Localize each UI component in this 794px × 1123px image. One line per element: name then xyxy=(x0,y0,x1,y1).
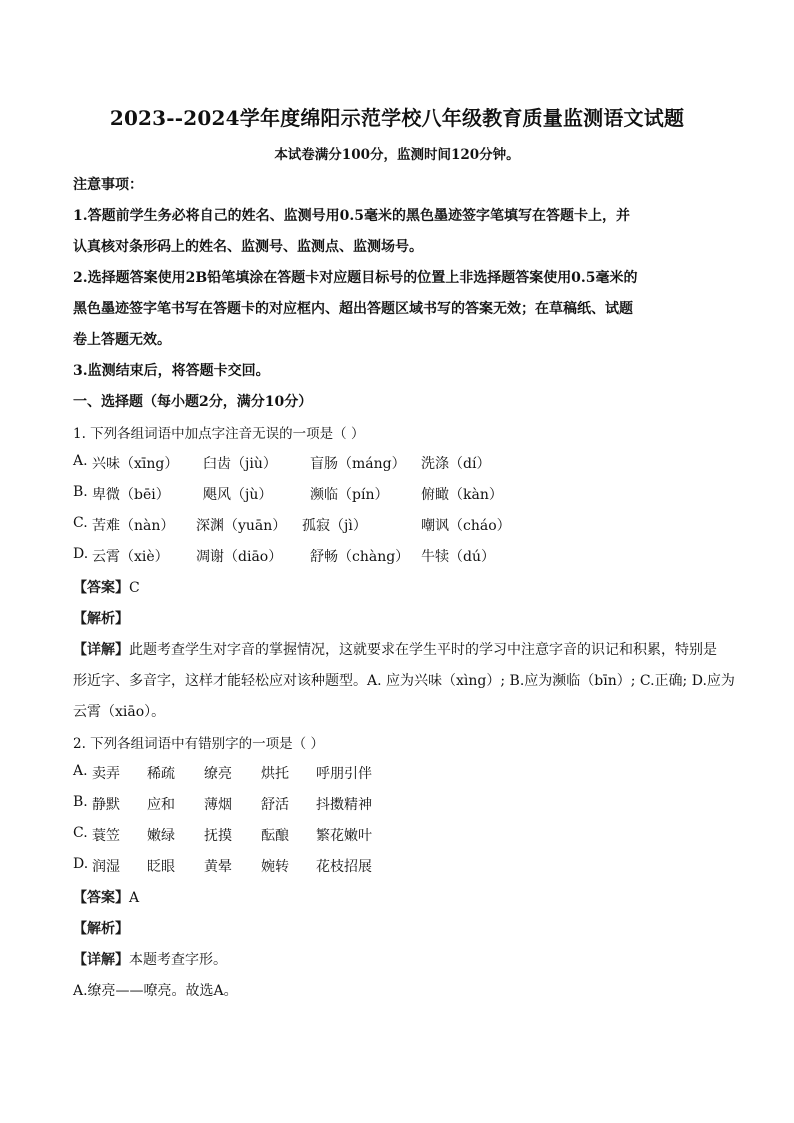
detail-text: 此题考查学生对字音的掌握情况，这就要求在学生平时的学习中注意字音的识记和积累，特别是 xyxy=(129,642,717,658)
analysis-tag: 【解析】 xyxy=(73,611,129,627)
q1-answer xyxy=(73,577,140,597)
answer-value: A xyxy=(129,890,140,906)
option-word: 臼齿（jiù） xyxy=(203,456,277,472)
option-word: 润湿 xyxy=(92,859,120,875)
q2-answer xyxy=(73,887,139,907)
q1-detail-line2: 形近字、多音字，这样才能轻松应对该种题型。A. 应为兴味（xìng）; B.应为濒临（bīn）; C.正确; D.应为 xyxy=(73,673,735,689)
q2-detail-line2: A.缭亮——嘹亮。故选A。 xyxy=(73,983,238,999)
option-word: 舒活 xyxy=(261,797,289,813)
q2-stem: 2. 下列各组词语中有错别字的一项是（ ） xyxy=(73,736,324,752)
option-word: 洗涤（dí） xyxy=(421,456,491,472)
option-word: 孤寂（jì） xyxy=(302,518,367,534)
option-word: 卖弄 xyxy=(92,766,120,782)
option-word: 深渊（yuān） xyxy=(196,518,287,534)
option-word: 濒临（pín） xyxy=(310,487,389,503)
option-word: 嘲讽（cháo） xyxy=(421,518,511,534)
option-word: 稀疏 xyxy=(147,766,175,782)
detail-tag: 【详解】 xyxy=(73,642,129,658)
q1-detail-line3: 云霄（xiāo）。 xyxy=(73,704,166,720)
page-subtitle: 本试卷满分100分，监测时间120分钟。 xyxy=(274,147,520,163)
option-word: 呼朋引伴 xyxy=(316,766,372,782)
answer-tag: 【答案】 xyxy=(73,580,129,596)
option-label: C. xyxy=(73,515,88,531)
notice-item2-line2: 黑色墨迹签字笔书写在答题卡的对应框内、超出答题区域书写的答案无效；在草稿纸、试题 xyxy=(73,301,633,317)
notice-item3: 3.监测结束后，将答题卡交回。 xyxy=(73,363,270,379)
option-word: 云霄（xiè） xyxy=(92,549,169,565)
option-word: 飓风（jù） xyxy=(203,487,273,503)
option-word: 酝酿 xyxy=(261,828,289,844)
detail-text: 本题考查字形。 xyxy=(129,952,227,968)
notice-heading: 注意事项： xyxy=(73,177,143,193)
notice-item1-line2: 认真核对条形码上的姓名、监测号、监测点、监测场号。 xyxy=(73,239,423,255)
option-word: 蓑笠 xyxy=(92,828,120,844)
option-label: D. xyxy=(73,546,89,562)
option-word: 牛犊（dú） xyxy=(421,549,495,565)
option-label: A. xyxy=(73,763,88,779)
option-word: 凋谢（diāo） xyxy=(196,549,283,565)
option-word: 缭亮 xyxy=(204,766,232,782)
notice-item2-line1: 2.选择题答案使用2B铅笔填涂在答题卡对应题目标号的位置上非选择题答案使用0.5毫米的 xyxy=(73,270,638,286)
notice-item1-line1: 1.答题前学生务必将自己的姓名、监测号用0.5毫米的黑色墨迹签字笔填写在答题卡上，并 xyxy=(73,208,630,224)
option-word: 静默 xyxy=(92,797,120,813)
option-label: D. xyxy=(73,856,89,872)
analysis-tag: 【解析】 xyxy=(73,921,129,937)
page-title: 2023--2024学年度绵阳示范学校八年级教育质量监测语文试题 xyxy=(109,106,685,130)
option-word: 繁花嫩叶 xyxy=(316,828,372,844)
q2-analysis xyxy=(73,918,129,938)
answer-tag: 【答案】 xyxy=(73,890,129,906)
answer-value: C xyxy=(129,580,140,596)
option-word: 婉转 xyxy=(261,859,289,875)
option-word: 烘托 xyxy=(261,766,289,782)
option-word: 抖擞精神 xyxy=(316,797,372,813)
option-word: 薄烟 xyxy=(204,797,232,813)
option-word: 眨眼 xyxy=(147,859,175,875)
option-word: 兴味（xīng） xyxy=(92,456,179,472)
option-word: 黄晕 xyxy=(204,859,232,875)
detail-tag: 【详解】 xyxy=(73,952,129,968)
q1-stem: 1. 下列各组词语中加点字注音无误的一项是（ ） xyxy=(73,426,365,442)
section-heading: 一、选择题（每小题2分，满分10分） xyxy=(73,394,313,410)
q1-analysis xyxy=(73,608,129,628)
option-label: B. xyxy=(73,484,88,500)
q2-detail-line1 xyxy=(73,949,227,969)
q1-detail-line1 xyxy=(73,639,717,659)
option-word: 舒畅（chàng） xyxy=(310,549,410,565)
option-word: 抚摸 xyxy=(204,828,232,844)
notice-item2-line3: 卷上答题无效。 xyxy=(73,332,171,348)
option-word: 嫩绿 xyxy=(147,828,175,844)
option-label: A. xyxy=(73,453,88,469)
option-word: 盲肠（máng） xyxy=(310,456,406,472)
option-word: 应和 xyxy=(147,797,175,813)
option-word: 俯瞰（kàn） xyxy=(421,487,503,503)
option-word: 苦难（nàn） xyxy=(92,518,175,534)
option-word: 卑微（bēi） xyxy=(92,487,170,503)
option-word: 花枝招展 xyxy=(316,859,372,875)
option-label: B. xyxy=(73,794,88,810)
option-label: C. xyxy=(73,825,88,841)
